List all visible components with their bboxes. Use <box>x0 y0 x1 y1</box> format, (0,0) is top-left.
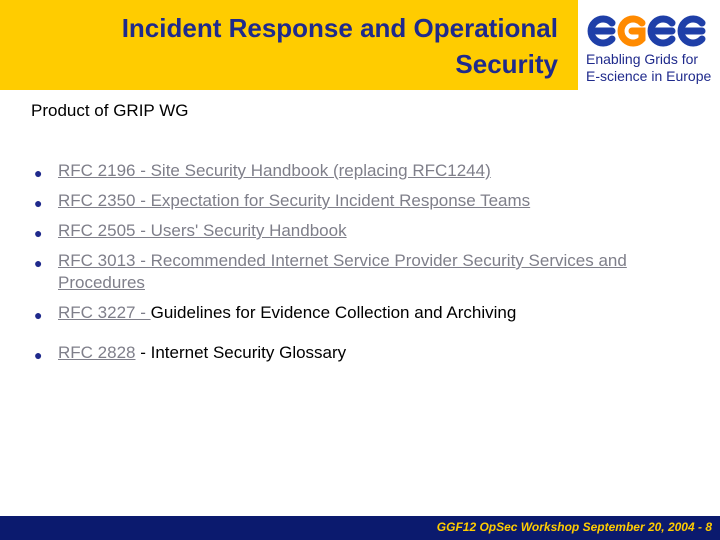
rfc-link[interactable]: RFC 2196 - Site Security Handbook (replacing RFC1244) <box>58 161 491 180</box>
egee-logo-icon <box>586 10 714 50</box>
rfc-link[interactable]: RFC 3227 - <box>58 303 151 322</box>
title-banner <box>0 0 578 90</box>
egee-wordmark <box>586 11 712 49</box>
rfc-link[interactable]: RFC 2350 - Expectation for Security Incident Response Teams <box>58 191 531 210</box>
bullet-icon: ● <box>34 225 43 241</box>
list-item <box>34 342 704 364</box>
footer-text: GGF12 OpSec Workshop September 20, 2004 - 8 <box>436 520 712 534</box>
rfc-link[interactable]: RFC 2505 - Users' Security Handbook <box>58 221 347 240</box>
bullet-icon: ● <box>34 255 43 271</box>
item-text: - Internet Security Glossary <box>135 343 347 362</box>
bullet-icon: ● <box>34 165 43 181</box>
rfc-link[interactable]: RFC 2828 <box>58 343 136 362</box>
list-item <box>34 220 704 242</box>
footer-bar <box>0 516 720 540</box>
item-text: Guidelines for Evidence Collection and Archiving <box>150 303 517 322</box>
logo-tagline-1: Enabling Grids for <box>586 51 699 67</box>
rfc-link[interactable]: RFC 3013 - Recommended Internet Service Provider Security Services and Procedures <box>58 251 627 292</box>
bullet-icon: ● <box>34 195 43 211</box>
list-item <box>34 190 704 212</box>
list-item <box>34 302 704 324</box>
bullet-icon: ● <box>34 307 43 323</box>
list-item <box>34 160 704 182</box>
subtitle: Product of GRIP WG <box>31 101 189 120</box>
logo-tagline-2: E-science in Europe <box>586 68 712 84</box>
bullet-icon: ● <box>34 347 43 363</box>
egee-logo <box>586 10 714 86</box>
list-item <box>34 250 704 294</box>
rfc-list <box>34 160 704 372</box>
page-title: Incident Response and Operational Security <box>121 13 558 79</box>
